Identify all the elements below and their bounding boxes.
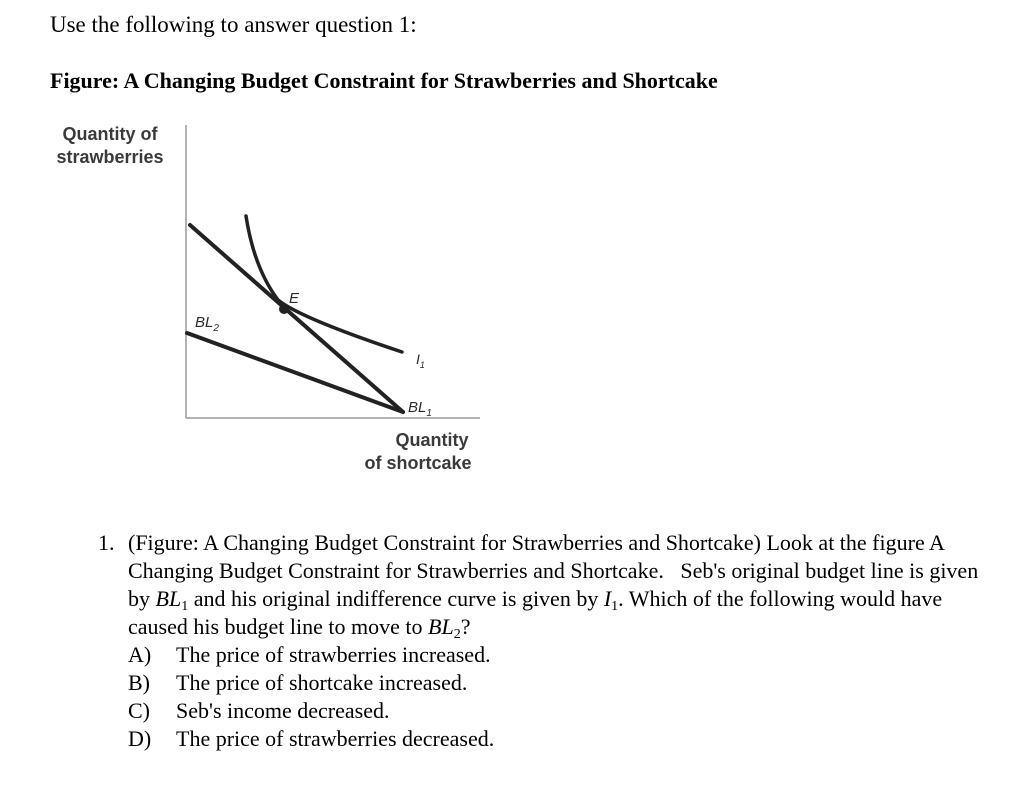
figure-title: Figure: A Changing Budget Constraint for Strawberries and Shortcake [50, 68, 718, 93]
choice-a[interactable] [128, 641, 998, 669]
question-number: 1. [98, 530, 115, 555]
question-stem [98, 529, 998, 641]
question-text: (Figure: A Changing Budget Constraint for Strawberries and Shortcake) Look at the figure A Changing Budget Constraint for Strawberries and Shortcake. Seb's original budget line is given by $BL_1$ and his original indifference curve is given by $I_1$. Which of the following would have caused his budget line to move to $BL_2$? [128, 530, 979, 642]
budget-line-bl2 [187, 333, 403, 412]
choice-d-letter: D) [128, 726, 152, 751]
y-axis-label-line1: Quantity of [62, 124, 158, 144]
choice-c[interactable] [128, 697, 998, 725]
question-1 [98, 529, 998, 753]
label-i1: $I_1$ [416, 351, 425, 370]
intro-text: Use the following to answer question 1: [50, 12, 417, 37]
y-axis-label-line2: strawberries [56, 147, 164, 167]
choice-b-text: The price of shortcake increased. [176, 670, 468, 695]
label-bl2: $BL_2$ [195, 314, 219, 334]
choice-b[interactable] [128, 669, 998, 697]
choice-d[interactable] [128, 725, 998, 753]
choice-c-letter: C) [128, 698, 150, 723]
choice-c-text: Seb's income decreased. [176, 698, 390, 723]
indifference-curve-i1 [246, 216, 402, 352]
label-bl1: $BL_1$ [408, 399, 432, 419]
x-axis-label-line2: of shortcake [364, 453, 472, 473]
choice-a-letter: A) [128, 642, 152, 667]
choice-d-text: The price of strawberries decreased. [176, 726, 495, 751]
equilibrium-point [279, 304, 289, 314]
budget-line-bl1 [190, 225, 403, 412]
label-e: E [289, 290, 300, 307]
choice-a-text: The price of strawberries increased. [176, 642, 491, 667]
choice-b-letter: B) [128, 670, 150, 695]
x-axis-label-line1: Quantity [395, 430, 469, 450]
